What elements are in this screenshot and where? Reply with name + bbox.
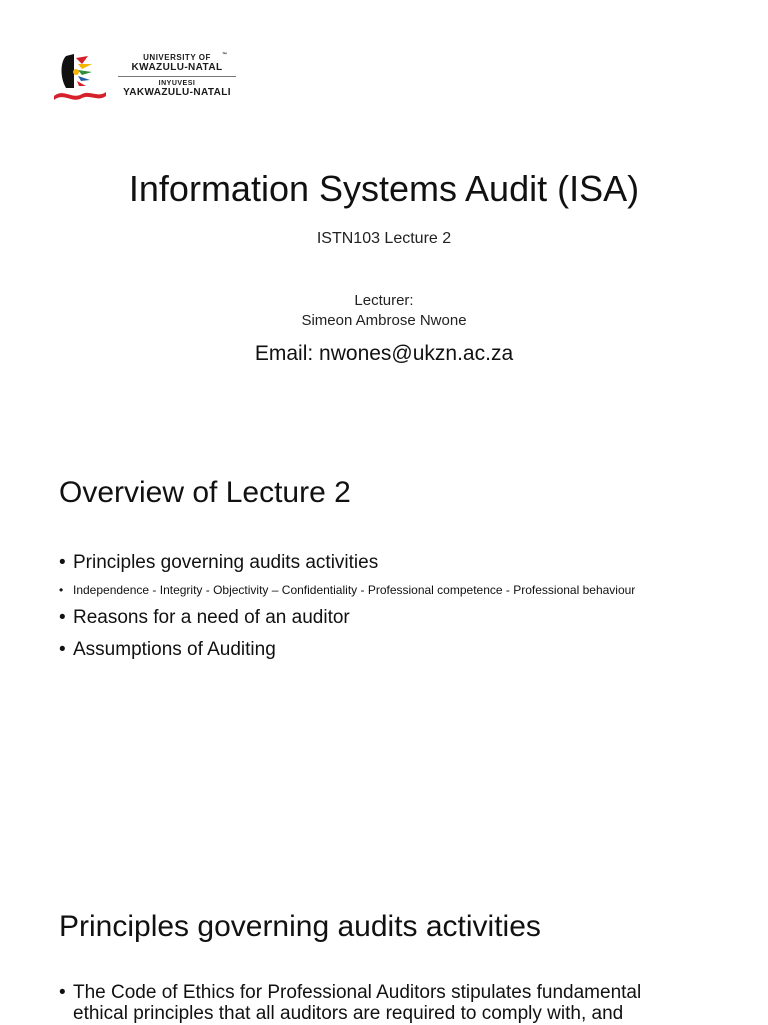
lecturer-name: Simeon Ambrose Nwone (301, 312, 467, 329)
principles-slide (0, 892, 768, 1024)
bullet-icon: • (59, 639, 66, 660)
logo-divider (118, 76, 236, 77)
logo-line-university-of: UNIVERSITY OF (143, 53, 211, 62)
logo-line-kwazulu-natal: KWAZULU-NATAL (131, 62, 223, 73)
overview-slide (0, 432, 768, 892)
lecturer-label: Lecturer: (354, 292, 414, 309)
course-code: ISTN103 Lecture 2 (316, 230, 452, 247)
principles-bullet: • The Code of Ethics for Professional Auditors stipulates fundamental (59, 982, 642, 1003)
bullet-icon: • (59, 583, 64, 597)
bullet-icon: • (59, 982, 66, 1003)
bullet-icon: • (59, 607, 66, 628)
overview-heading: Overview of Lecture 2 (59, 476, 351, 509)
principles-heading: Principles governing audits activities (59, 910, 541, 943)
lecturer-email: Email: nwones@ukzn.ac.za (254, 342, 514, 365)
trademark-symbol: ™ (222, 52, 227, 58)
overview-bullet: • Principles governing audits activities (59, 552, 379, 573)
title-slide (0, 0, 768, 432)
overview-bullet: • Reasons for a need of an auditor (59, 607, 350, 628)
principles-bullet-continuation: ethical principles that all auditors are required to comply with, and (73, 1003, 624, 1024)
overview-sub-bullet: • Independence - Integrity - Objectivity – Confidentiality - Professional competence - Professional behaviour (59, 583, 636, 597)
logo-wordmark (112, 54, 242, 98)
overview-bullet: • Assumptions of Auditing (59, 639, 276, 660)
logo-line-yakwazulu-natali: YAKWAZULU-NATALI (123, 87, 231, 98)
ukzn-emblem-icon (52, 48, 108, 104)
presentation-title: Information Systems Audit (ISA) (128, 168, 640, 209)
logo-line-inyuvesi: INYUVESI (158, 80, 196, 87)
university-logo (52, 48, 242, 108)
bullet-icon: • (59, 552, 66, 573)
